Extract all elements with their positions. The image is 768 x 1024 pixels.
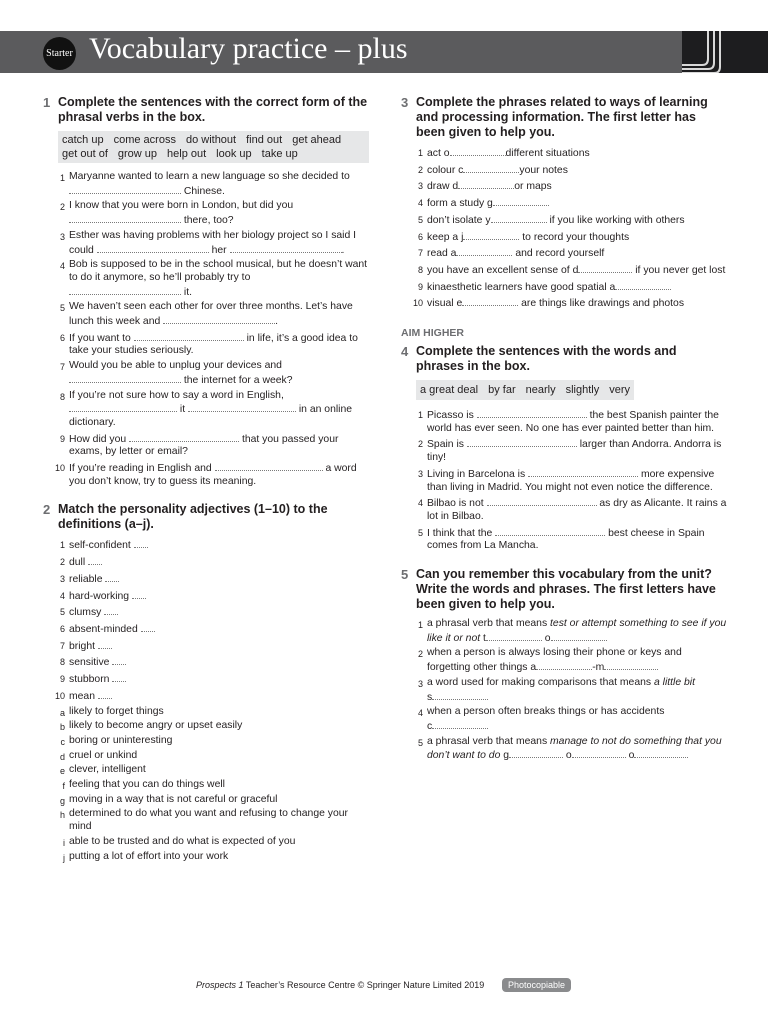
box-word: find out <box>246 134 283 146</box>
list-item <box>58 735 369 748</box>
answer-blank[interactable] <box>129 432 239 442</box>
box-word: a great deal <box>420 384 479 397</box>
item-text: Picasso is <box>427 410 474 422</box>
answer-blank[interactable] <box>112 655 126 665</box>
item-text: stubborn <box>69 674 110 686</box>
answer-blank[interactable] <box>215 461 323 471</box>
list-item <box>416 196 727 211</box>
answer-blank[interactable] <box>458 179 514 189</box>
answer-blank[interactable] <box>132 589 146 599</box>
item-text: likely to forget things <box>69 705 164 717</box>
answer-blank[interactable] <box>98 639 112 649</box>
item-number: 1 <box>417 620 423 631</box>
item-text: act o <box>427 148 450 159</box>
exercise-number: 5 <box>401 567 409 583</box>
item-text: read a <box>427 248 457 260</box>
list-item <box>58 171 369 198</box>
item-text: o <box>625 750 635 762</box>
item-letter: f <box>62 781 65 792</box>
copyright-text <box>196 980 484 990</box>
item-number: 10 <box>412 298 423 309</box>
item-text: that you passed your exams, by letter or email? <box>69 433 339 458</box>
item-text: it <box>179 404 186 416</box>
adjective-list <box>54 538 369 703</box>
item-number: 5 <box>417 214 423 225</box>
answer-blank[interactable] <box>432 719 488 729</box>
item-letter: d <box>59 751 65 762</box>
list-item <box>416 437 727 464</box>
list-item <box>416 647 727 674</box>
item-text: s <box>427 691 433 703</box>
definition-list <box>58 706 369 864</box>
exercise-number: 1 <box>43 95 51 110</box>
exercise-5-items <box>416 618 727 763</box>
item-number: 4 <box>59 261 65 272</box>
item-text: as dry as Alicante. It rains a lot in Bilbao. <box>427 498 727 522</box>
answer-blank[interactable] <box>69 402 177 412</box>
item-number: 3 <box>417 181 423 192</box>
item-text: o <box>563 750 572 762</box>
item-text: larger than Andorra. Andorra is tiny! <box>427 439 722 464</box>
list-item <box>58 390 369 430</box>
list-item <box>58 605 369 620</box>
item-text: t <box>480 632 486 644</box>
page-title: Vocabulary practice – plus <box>89 32 408 65</box>
item-text: Esther was having problems with her biology project so I said I could <box>69 229 357 256</box>
item-text: there, too? <box>183 215 234 227</box>
exercise-heading: Complete the phrases related to ways of learning and processing information. The first letter has been given to help you. <box>416 95 708 139</box>
answer-blank[interactable] <box>69 285 181 295</box>
answer-blank[interactable] <box>634 748 688 758</box>
item-number: 2 <box>59 202 65 213</box>
aim-higher-label: AIM HIGHER <box>401 327 464 340</box>
item-text: if you never get lost <box>635 264 726 276</box>
item-text: bright <box>69 640 95 652</box>
item-letter: e <box>59 766 65 777</box>
answer-blank[interactable] <box>69 213 181 223</box>
answer-blank[interactable] <box>477 408 587 418</box>
item-text: clever, intelligent <box>69 764 146 776</box>
answer-blank[interactable] <box>97 243 209 253</box>
list-item <box>58 555 369 570</box>
page-header <box>0 31 768 73</box>
item-text: able to be trusted and do what is expected of you <box>69 835 296 847</box>
list-item <box>416 677 727 704</box>
list-item <box>58 794 369 807</box>
item-text: her <box>211 244 227 256</box>
item-text: -m <box>592 662 605 674</box>
box-word: catch up <box>62 134 104 146</box>
list-item <box>54 689 369 704</box>
right-column <box>401 95 727 772</box>
item-number: 7 <box>59 362 65 373</box>
list-item <box>416 706 727 733</box>
box-word: do without <box>185 134 237 146</box>
phrasal-verb-box <box>58 131 369 163</box>
item-text: to record your thoughts <box>522 231 630 243</box>
list-item <box>58 851 369 864</box>
list-item <box>58 200 369 227</box>
item-text: when a person often breaks things or has accidents <box>427 706 665 718</box>
list-item <box>416 280 727 295</box>
item-text: draw d <box>427 181 459 193</box>
exercise-heading: Match the personality adjectives (1–10) to the definitions (a–j). <box>58 502 328 532</box>
list-item <box>58 706 369 719</box>
item-text: Spain is <box>427 439 464 451</box>
item-text: moving in a way that is not careful or graceful <box>69 793 278 805</box>
item-number: 6 <box>417 231 423 242</box>
item-text: Bilbao is not <box>427 498 484 510</box>
item-number: 8 <box>59 391 65 402</box>
exercise-2 <box>43 502 369 863</box>
list-item <box>416 213 727 228</box>
box-word: slightly <box>565 384 600 397</box>
item-text: best cheese in Spain comes from La Mancha. <box>427 527 705 552</box>
item-number: 5 <box>417 737 423 748</box>
item-text: o <box>541 632 551 644</box>
item-text: different situations <box>505 148 590 159</box>
answer-blank[interactable] <box>163 314 275 324</box>
item-letter: j <box>63 852 65 863</box>
list-item <box>58 301 369 328</box>
answer-blank[interactable] <box>462 296 518 306</box>
item-text: I think that the <box>427 527 493 539</box>
list-item <box>416 618 727 645</box>
item-text: the internet for a week? <box>183 374 293 386</box>
answer-blank[interactable] <box>486 631 542 641</box>
answer-blank[interactable] <box>495 526 605 536</box>
answer-blank[interactable] <box>578 263 632 273</box>
list-item <box>58 655 369 670</box>
exercise-5 <box>401 567 727 763</box>
list-item <box>58 622 369 637</box>
item-number: 9 <box>417 281 423 292</box>
list-item <box>416 736 727 763</box>
item-text: you have an excellent sense of d <box>427 264 579 276</box>
box-word: get out of <box>62 148 108 160</box>
item-letter: i <box>63 837 65 848</box>
item-text: self-confident <box>69 540 131 552</box>
list-item <box>58 764 369 777</box>
item-text: it. <box>183 286 192 298</box>
item-text: don’t isolate y <box>427 214 491 226</box>
item-number: 4 <box>59 590 65 601</box>
item-number: 3 <box>59 573 65 584</box>
item-letter: g <box>59 795 65 806</box>
answer-blank[interactable] <box>493 196 549 206</box>
item-text: feeling that you can do things well <box>69 779 225 791</box>
list-item <box>58 639 369 654</box>
item-number: 1 <box>417 148 423 158</box>
item-text: Bob is supposed to be in the school musical, but he doesn’t want to do it anymore, so he’ll probably try to <box>69 259 368 283</box>
item-number: 10 <box>54 690 65 701</box>
item-text: form a study g <box>427 198 493 210</box>
exercise-1-items <box>54 171 369 488</box>
exercise-number: 2 <box>43 502 51 518</box>
item-text: If you’re not sure how to say a word in English, <box>69 389 284 401</box>
answer-blank[interactable] <box>105 572 119 582</box>
item-letter: h <box>59 810 65 821</box>
item-number: 4 <box>417 708 423 719</box>
list-item <box>58 836 369 849</box>
item-text: and record yourself <box>515 248 605 260</box>
corner-decoration <box>682 31 768 73</box>
item-letter: c <box>60 736 65 747</box>
item-text: If you want to <box>69 332 131 344</box>
answer-blank[interactable] <box>141 622 155 632</box>
item-text: are things like drawings and photos <box>521 298 685 310</box>
list-item <box>58 720 369 733</box>
item-letter: a <box>59 707 65 718</box>
answer-blank[interactable] <box>112 672 126 682</box>
item-text: If you’re reading in English and <box>69 463 212 475</box>
list-item <box>58 538 369 553</box>
item-number: 5 <box>417 527 423 538</box>
item-number: 7 <box>59 640 65 651</box>
item-text: more expensive than living in Madrid. You might not even notice the difference. <box>427 468 715 493</box>
list-item <box>416 263 727 278</box>
answer-blank[interactable] <box>463 163 519 173</box>
list-item <box>58 672 369 687</box>
exercise-1 <box>43 95 369 488</box>
word-box <box>416 380 634 400</box>
box-word: look up <box>216 148 252 160</box>
page-footer <box>0 976 768 996</box>
item-text: a word you don’t know, try to guess its meaning. <box>69 463 357 487</box>
exercise-heading: Complete the sentences with the correct form of the phrasal verbs in the box. <box>58 95 368 124</box>
item-number: 6 <box>59 332 65 343</box>
item-text: determined to do what you want and refusing to change your mind <box>69 808 348 833</box>
item-number: 2 <box>417 439 423 450</box>
list-item <box>416 179 727 194</box>
item-text: when a person is always losing their phone or keys and forgetting other things a <box>427 647 682 674</box>
item-text: We haven’t seen each other for over three months. Let’s have lunch this week and <box>69 301 353 328</box>
answer-blank[interactable] <box>463 230 519 240</box>
answer-blank[interactable] <box>509 748 563 758</box>
list-item <box>58 432 369 459</box>
exercise-4 <box>401 344 727 553</box>
starter-badge: Starter <box>43 37 76 70</box>
item-text: . <box>341 244 345 256</box>
answer-blank[interactable] <box>230 243 342 253</box>
item-number: 6 <box>59 623 65 634</box>
item-text: cruel or unkind <box>69 749 138 761</box>
list-item <box>416 246 727 261</box>
item-text: the best Spanish painter the world has ever seen. No one has ever painted better than him. <box>427 410 719 434</box>
item-text: visual e <box>427 298 463 310</box>
item-number: 1 <box>59 173 65 183</box>
list-item <box>58 230 369 257</box>
item-text: boring or uninteresting <box>69 734 173 746</box>
item-text: a phrasal verb that means <box>427 618 551 630</box>
list-item <box>416 230 727 245</box>
item-text: g <box>500 750 510 762</box>
item-number: 4 <box>417 198 423 209</box>
answer-blank[interactable] <box>134 538 148 548</box>
item-text: Chinese. <box>183 185 225 197</box>
item-text-italic: a little bit <box>653 676 695 688</box>
box-word: very <box>609 384 630 397</box>
item-number: 7 <box>417 248 423 259</box>
item-text: in life, it’s a good idea to take your studies seriously. <box>69 332 358 357</box>
item-number: 1 <box>59 540 65 551</box>
answer-blank[interactable] <box>188 402 296 412</box>
exercise-heading: Complete the sentences with the words and phrases in the box. <box>416 344 677 374</box>
item-number: 10 <box>54 463 65 474</box>
item-text: keep a j <box>427 231 464 243</box>
list-item <box>58 572 369 587</box>
item-text: a phrasal verb that means <box>427 735 551 747</box>
item-text: clumsy <box>69 607 102 619</box>
exercise-number: 4 <box>401 344 409 360</box>
list-item <box>412 296 727 311</box>
answer-blank[interactable] <box>528 467 638 477</box>
list-item <box>54 461 369 488</box>
answer-blank[interactable] <box>615 280 671 290</box>
item-text: reliable <box>69 573 103 585</box>
answer-blank[interactable] <box>491 213 547 223</box>
answer-blank[interactable] <box>69 184 181 194</box>
item-text: sensitive <box>69 657 110 669</box>
item-text: if you like working with others <box>549 214 685 226</box>
item-number: 1 <box>417 410 423 421</box>
exercise-number: 3 <box>401 95 409 110</box>
item-text-italic: test or attempt something to see if you like it or not <box>427 618 727 644</box>
footer-text: Teacher’s Resource Centre © Springer Nature Limited 2019 <box>243 980 485 990</box>
item-text: Maryanne wanted to learn a new language so she decided to <box>69 171 350 182</box>
answer-blank[interactable] <box>98 689 112 699</box>
item-number: 3 <box>417 468 423 479</box>
list-item <box>416 467 727 494</box>
item-text: absent-minded <box>69 623 138 635</box>
item-text: Living in Barcelona is <box>427 468 526 480</box>
list-item <box>58 589 369 604</box>
list-item <box>416 496 727 523</box>
answer-blank[interactable] <box>69 373 181 383</box>
list-item <box>416 408 727 435</box>
list-item <box>58 331 369 358</box>
item-number: 9 <box>59 674 65 685</box>
box-word: come across <box>113 134 176 146</box>
item-text: kinaesthetic learners have good spatial a <box>427 281 616 293</box>
left-column <box>43 95 369 872</box>
answer-blank[interactable] <box>604 660 658 670</box>
item-number: 8 <box>59 657 65 668</box>
answer-blank[interactable] <box>432 690 488 700</box>
answer-blank[interactable] <box>572 748 626 758</box>
item-number: 2 <box>417 164 423 175</box>
list-item <box>58 360 369 387</box>
list-item <box>416 163 727 178</box>
item-text: or maps <box>514 181 552 193</box>
answer-blank[interactable] <box>450 146 506 156</box>
item-number: 4 <box>417 498 423 509</box>
exercise-heading: Can you remember this vocabulary from the unit? Write the words and phrases. The first letters have been given to help you. <box>416 567 716 612</box>
list-item <box>58 808 369 833</box>
exercise-4-items <box>416 408 727 553</box>
item-text: c <box>427 720 433 732</box>
item-text: putting a lot of effort into your work <box>69 850 229 862</box>
item-text: I know that you were born in London, but did you <box>69 200 294 212</box>
exercise-3 <box>401 95 727 311</box>
answer-blank[interactable] <box>487 496 597 506</box>
item-text: likely to become angry or upset easily <box>69 720 243 732</box>
answer-blank[interactable] <box>88 555 102 565</box>
box-word: take up <box>261 148 298 160</box>
item-text: Would you be able to unplug your devices and <box>69 360 282 372</box>
list-item <box>58 259 369 299</box>
item-text: How did you <box>69 433 127 445</box>
item-number: 5 <box>59 607 65 618</box>
list-item <box>416 146 727 161</box>
item-number: 3 <box>59 231 65 242</box>
item-text: your notes <box>519 164 568 176</box>
item-number: 8 <box>417 264 423 275</box>
answer-blank[interactable] <box>467 437 577 447</box>
list-item <box>416 526 727 553</box>
box-word: grow up <box>117 148 158 160</box>
item-letter: b <box>59 722 65 733</box>
item-number: 2 <box>417 649 423 660</box>
photocopiable-badge: Photocopiable <box>502 978 571 992</box>
item-text: in an online dictionary. <box>69 404 353 428</box>
item-number: 5 <box>59 303 65 314</box>
answer-blank[interactable] <box>104 605 118 615</box>
item-text: . <box>275 316 279 328</box>
list-item <box>58 750 369 763</box>
exercise-3-items <box>412 146 727 311</box>
item-text: hard-working <box>69 590 130 602</box>
box-word: by far <box>488 384 516 397</box>
list-item <box>58 779 369 792</box>
answer-blank[interactable] <box>134 331 244 341</box>
item-text: mean <box>69 690 95 702</box>
answer-blank[interactable] <box>456 246 512 256</box>
item-number: 9 <box>59 433 65 444</box>
item-text: dull <box>69 557 86 569</box>
answer-blank[interactable] <box>536 660 592 670</box>
box-word: help out <box>167 148 207 160</box>
answer-blank[interactable] <box>551 631 607 641</box>
book-title: Prospects 1 <box>196 980 244 990</box>
item-text: colour c <box>427 164 464 176</box>
item-text-italic: manage to not do something that you don’t want to do <box>427 735 722 762</box>
box-word: get ahead <box>292 134 342 146</box>
item-number: 3 <box>417 678 423 689</box>
box-word: nearly <box>525 384 556 397</box>
item-text: a word used for making comparisons that means <box>427 676 654 688</box>
item-number: 2 <box>59 557 65 568</box>
